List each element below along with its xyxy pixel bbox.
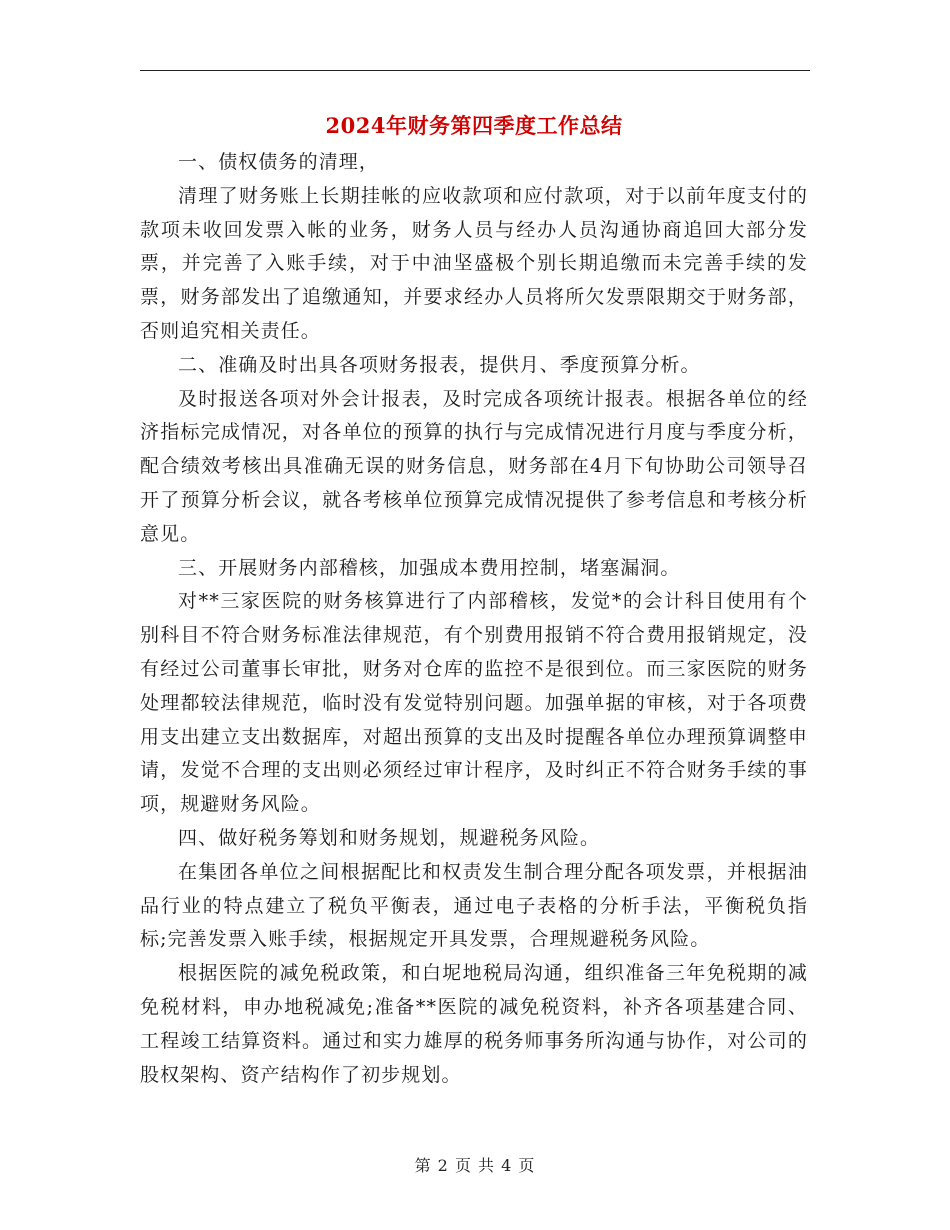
section-heading-3: 三、开展财务内部稽核，加强成本费用控制，堵塞漏洞。	[178, 556, 681, 579]
paragraph-2: 及时报送各项对外会计报表，及时完成各项统计报表。根据各单位的经济指标完成情况，对各单位的预算的执行与完成情况进行月度与季度分析，配合绩效考核出具准确无误的财务信息，财务部在4月下旬协助公司领导召开了预算分析会议，就各考核单位预算完成情况提供了参考信息和考核分析意见。	[140, 387, 808, 545]
section-heading-4: 四、做好税务筹划和财务规划，规避税务风险。	[178, 826, 601, 849]
document-title: 2024年财务第四季度工作总结	[325, 113, 623, 138]
document-body	[140, 108, 808, 1092]
header-rule	[140, 70, 810, 71]
paragraph-4: 在集团各单位之间根据配比和权责发生制合理分配各项发票，并根据油品行业的特点建立了税负平衡表，通过电子表格的分析手法，平衡税负指标;完善发票入账手续，根据规定开具发票，合理规避税务风险。	[140, 860, 808, 951]
section-heading-2: 二、准确及时出具各项财务报表，提供月、季度预算分析。	[178, 353, 701, 376]
paragraph-5: 根据医院的减免税政策，和白坭地税局沟通，组织准备三年免税期的减免税材料，申办地税减免;准备**医院的减免税资料，补齐各项基建合同、工程竣工结算资料。通过和实力雄厚的税务师事务所沟通与协作，对公司的股权架构、资产结构作了初步规划。	[140, 962, 808, 1086]
section-heading-1: 一、债权债务的清理，	[178, 151, 380, 173]
paragraph-3: 对**三家医院的财务核算进行了内部稽核，发觉*的会计科目使用有个别科目不符合财务标准法律规范，有个别费用报销不符合费用报销规定，没有经过公司董事长审批，财务对仓库的监控不是很到位。而三家医院的财务处理都较法律规范，临时没有发觉特别问题。加强单据的审核，对于各项费用支出建立支出数据库，对超出预算的支出及时提醒各单位办理预算调整申请，发觉不合理的支出则必须经过审计程序，及时纠正不符合财务手续的事项，规避财务风险。	[140, 590, 808, 816]
page-number: 第 2 页 共 4 页	[414, 1156, 536, 1175]
paragraph-1: 清理了财务账上长期挂帐的应收款项和应付款项，对于以前年度支付的款项未收回发票入帐的业务，财务人员与经办人员沟通协商追回大部分发票，并完善了入账手续，对于中油坚盛极个别长期追缴而未完善手续的发票，财务部发出了追缴通知，并要求经办人员将所欠发票限期交于财务部，否则追究相关责任。	[140, 184, 808, 342]
